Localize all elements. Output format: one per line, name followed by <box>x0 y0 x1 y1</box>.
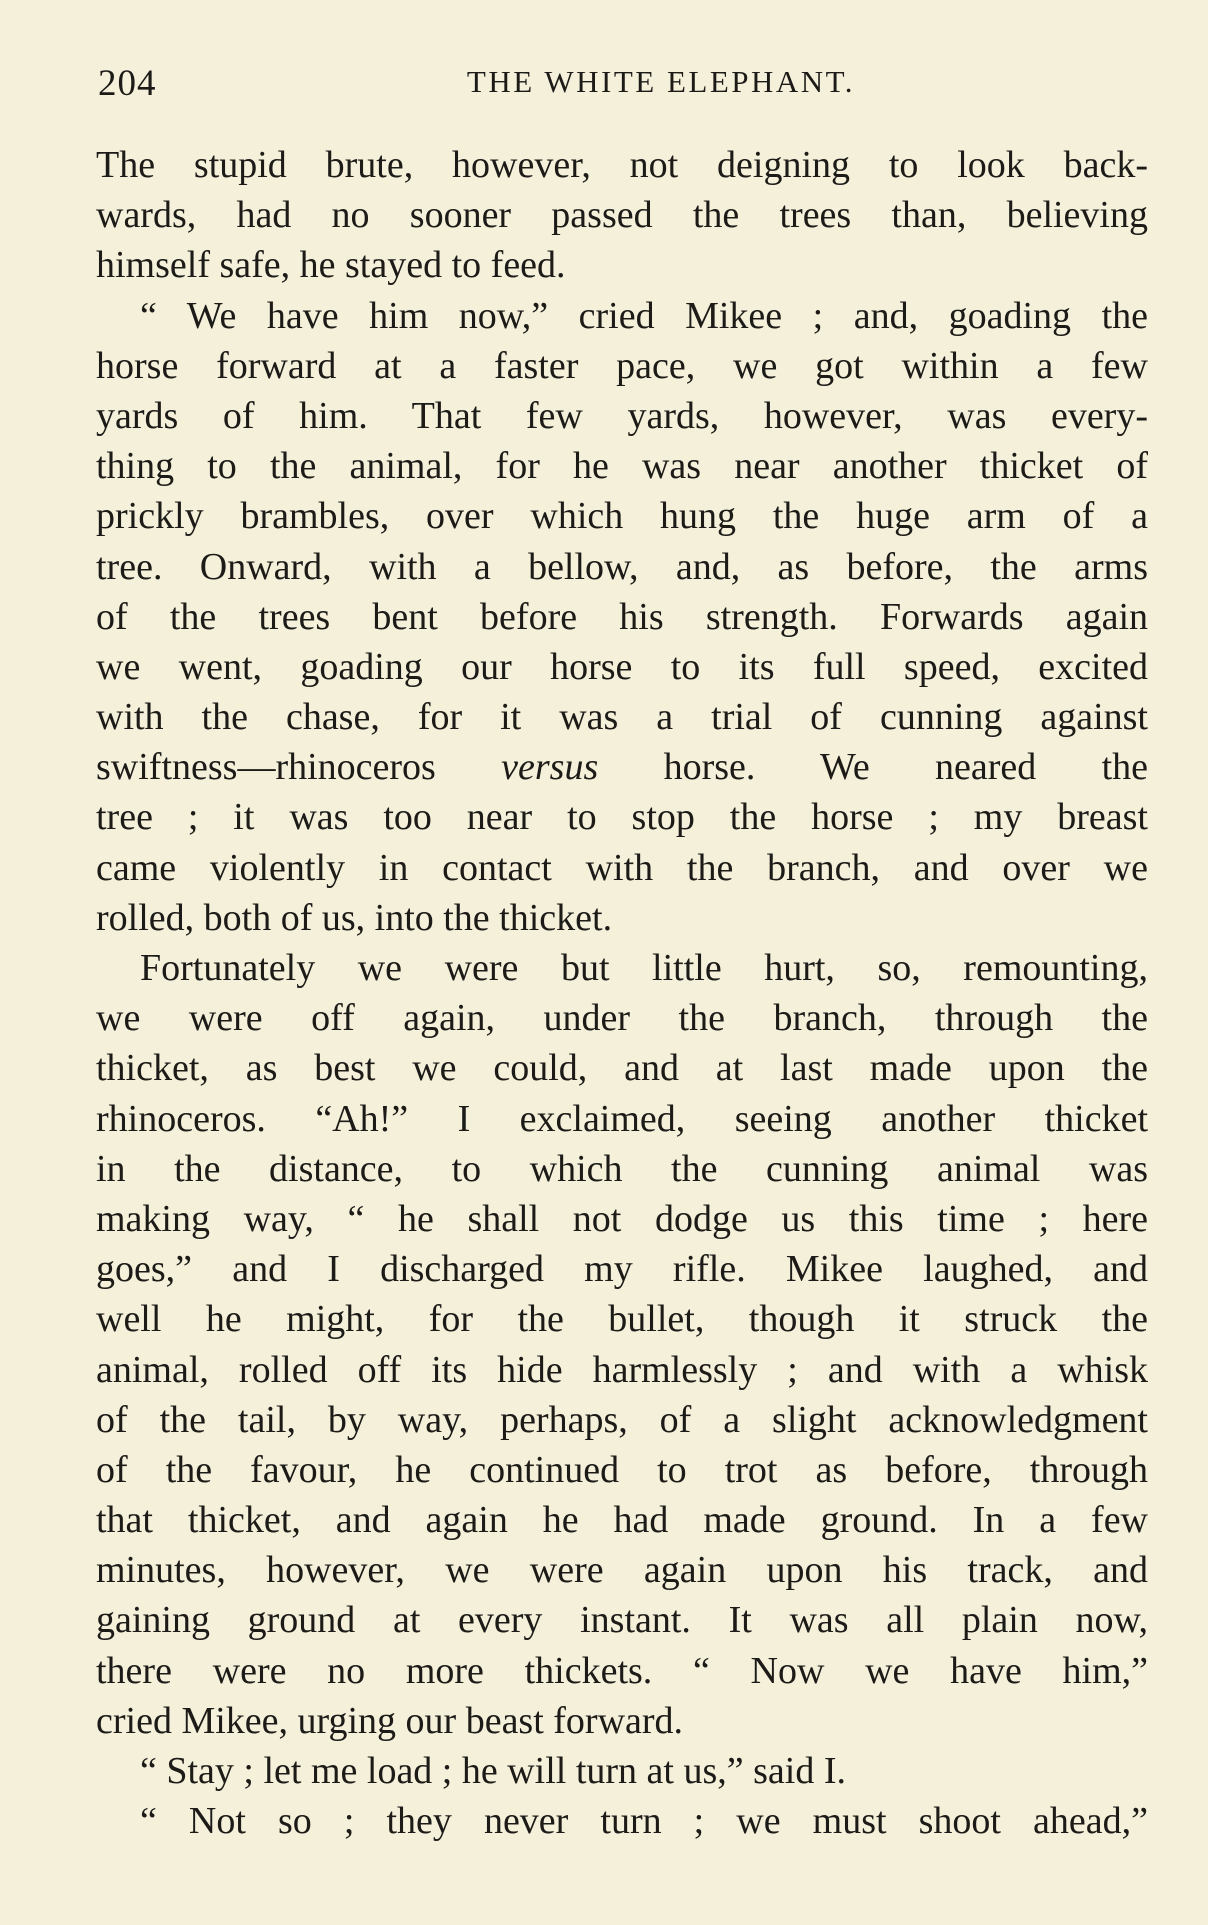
text-line: tree. Onward, with a bellow, and, as before, the arms <box>96 545 1148 588</box>
text-line: yards of him. That few yards, however, was every- <box>96 394 1148 437</box>
text-line: Fortunately we were but little hurt, so, remounting, <box>140 947 1148 989</box>
text-line: thicket, as best we could, and at last made upon the <box>96 1047 1148 1090</box>
text-line: wards, had no sooner passed the trees than, believing <box>96 194 1148 237</box>
text-line: came violently in contact with the branch, and over we <box>96 846 1148 889</box>
running-head <box>96 62 1136 110</box>
text-line: rhinoceros. “Ah!” I exclaimed, seeing another thicket <box>96 1097 1148 1140</box>
text-line: of the favour, he continued to trot as before, through <box>96 1448 1148 1491</box>
text-line: of the trees bent before his strength. Forwards again <box>96 595 1148 638</box>
text-line: prickly brambles, over which hung the huge arm of a <box>96 495 1148 538</box>
text-line: of the tail, by way, perhaps, of a slight acknowledgment <box>96 1398 1148 1441</box>
text-line: in the distance, to which the cunning animal was <box>96 1147 1148 1190</box>
text-line: that thicket, and again he had made ground. In a few <box>96 1499 1148 1542</box>
text-line: tree ; it was too near to stop the horse ; my breast <box>96 796 1148 839</box>
text-line: goes,” and I discharged my rifle. Mikee laughed, and <box>96 1248 1148 1291</box>
page-number: 204 <box>98 63 157 104</box>
text-line: minutes, however, we were again upon his track, and <box>96 1549 1148 1592</box>
text-line: “ Stay ; let me load ; he will turn at us,” said I. <box>140 1750 847 1792</box>
text-line: with the chase, for it was a trial of cunning against <box>96 696 1148 739</box>
text-line: “ Not so ; they never turn ; we must shoot ahead,” <box>140 1800 1148 1843</box>
text-line: well he might, for the bullet, though it struck the <box>96 1298 1148 1341</box>
text-line: The stupid brute, however, not deigning to look back- <box>96 144 1148 186</box>
text-line: himself safe, he stayed to feed. <box>96 244 566 287</box>
text-line: gaining ground at every instant. It was all plain now, <box>96 1599 1148 1642</box>
text-line: horse forward at a faster pace, we got within a few <box>96 344 1148 387</box>
text-line: we were off again, under the branch, through the <box>96 997 1148 1040</box>
text-line: rolled, both of us, into the thicket. <box>96 896 613 939</box>
text-segment: horse. We neared the <box>663 746 1148 789</box>
text-line: animal, rolled off its hide harmlessly ; and with a whisk <box>96 1348 1148 1391</box>
text-line: there were no more thickets. “ Now we have him,” <box>96 1649 1148 1692</box>
text-line: thing to the animal, for he was near another thicket of <box>96 445 1148 488</box>
text-line: cried Mikee, urging our beast forward. <box>96 1699 684 1742</box>
text-segment: swiftness—rhinoceros <box>96 746 436 789</box>
running-title: THE WHITE ELEPHANT. <box>466 64 856 99</box>
text-line <box>96 742 1148 792</box>
text-line: “ We have him now,” cried Mikee ; and, goading the <box>140 294 1148 337</box>
text-line: we went, goading our horse to its full speed, excited <box>96 645 1148 688</box>
text-line: making way, “ he shall not dodge us this time ; here <box>96 1197 1148 1240</box>
body-text <box>96 140 1148 1846</box>
italic-word: versus <box>501 746 599 789</box>
